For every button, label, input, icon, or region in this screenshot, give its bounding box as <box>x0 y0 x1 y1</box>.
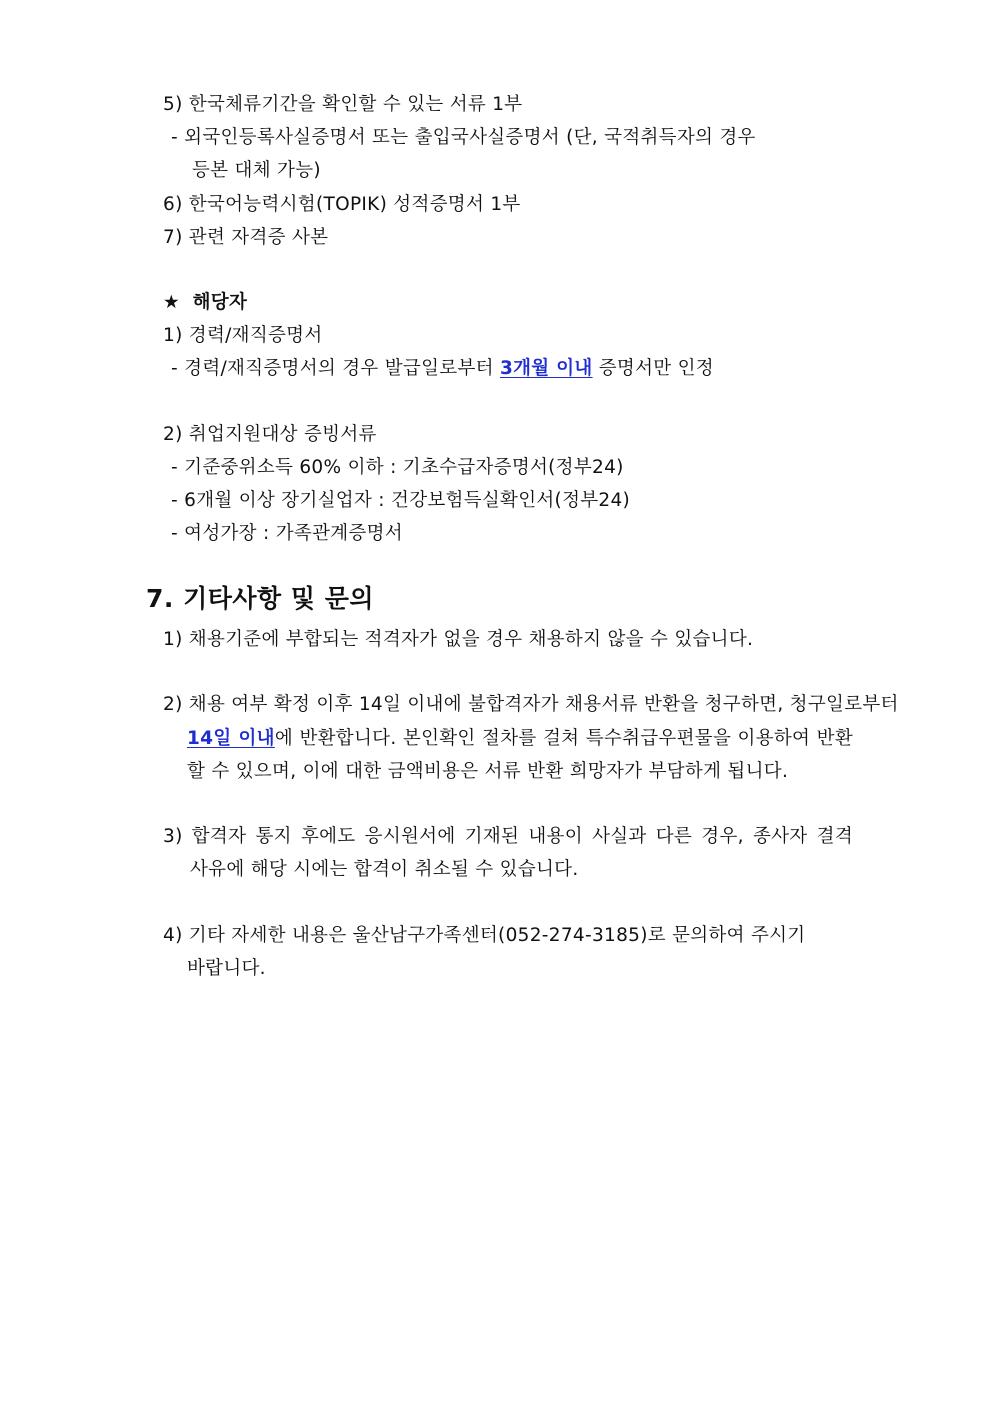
applicable-item-2-sub-3: - 여성가장 : 가족관계증명서 <box>171 523 403 544</box>
applicable-item-2-sub-2: - 6개월 이상 장기실업자 : 건강보험득실확인서(정부24) <box>171 490 631 511</box>
section-7-para-2-line-2-rest: 에 반환합니다. 본인확인 절차를 걸쳐 특수취급우편물을 이용하여 반환 <box>274 728 854 749</box>
doc-item-5-sub-line1: - 외국인등록사실증명서 또는 출입국사실증명서 (단, 국적취득자의 경우 <box>171 127 756 148</box>
doc-item-5-sub-line2: 등본 대체 가능) <box>192 160 321 181</box>
section-7-para-4-line-2: 바랍니다. <box>187 958 266 979</box>
three-month-highlight: 3개월 이내 <box>499 358 593 379</box>
section-7-para-2-line-2 <box>187 726 853 752</box>
doc-item-5: 5) 한국체류기간을 확인할 수 있는 서류 1부 <box>163 94 523 115</box>
doc-item-6: 6) 한국어능력시험(TOPIK) 성적증명서 1부 <box>163 194 521 215</box>
applicable-item-2-sub-1: - 기준중위소득 60% 이하 : 기초수급자증명서(정부24) <box>171 457 624 478</box>
section-7-para-3-line-2: 사유에 해당 시에는 합격이 취소될 수 있습니다. <box>190 859 579 880</box>
star-icon: ★ <box>163 292 180 313</box>
applicable-item-1-sub-pre: - 경력/재직증명서의 경우 발급일로부터 <box>171 358 500 379</box>
applicable-heading <box>163 290 247 316</box>
doc-item-7: 7) 관련 자격증 사본 <box>163 227 329 248</box>
applicable-item-2: 2) 취업지원대상 증빙서류 <box>163 424 377 445</box>
section-7-title: 7. 기타사항 및 문의 <box>146 584 375 613</box>
fourteen-day-highlight: 14일 이내 <box>187 728 275 749</box>
section-7-para-1: 1) 채용기준에 부합되는 적격자가 없을 경우 채용하지 않을 수 있습니다. <box>163 629 754 650</box>
section-7-para-4-line-1: 4) 기타 자세한 내용은 울산남구가족센터(052-274-3185)로 문의하여 주시기 <box>163 925 806 946</box>
applicable-item-1: 1) 경력/재직증명서 <box>163 325 323 346</box>
section-7-para-2-line-1: 2) 채용 여부 확정 이후 14일 이내에 불합격자가 채용서류 반환을 청구하면, 청구일로부터 <box>163 694 899 715</box>
section-7-para-3-line-1: 3) 합격자 통지 후에도 응시원서에 기재된 내용이 사실과 다른 경우, 종사자 결격 <box>163 826 853 847</box>
section-7-para-2-line-3: 할 수 있으며, 이에 대한 금액비용은 서류 반환 희망자가 부담하게 됩니다. <box>187 761 789 782</box>
applicable-item-1-sub-post: 증명서만 인정 <box>592 358 714 379</box>
applicable-heading-text: 해당자 <box>192 292 248 313</box>
applicable-item-1-sub <box>171 356 714 382</box>
